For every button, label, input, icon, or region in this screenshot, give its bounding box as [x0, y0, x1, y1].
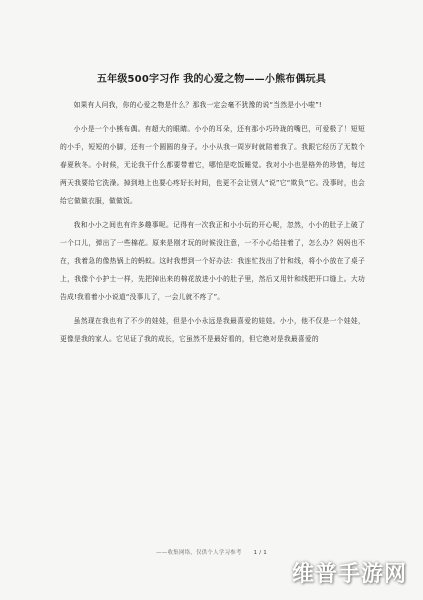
page-footer — [0, 548, 423, 556]
paragraph-4: 虽然现在我也有了不少的娃娃，但是小小永远是我最喜爱的娃娃。小小，他不仅是一个娃娃，更像是我的家人。它见证了我的成长，它虽然不是最好看的，但它绝对是我最喜爱的 — [60, 317, 365, 343]
page-indicator: 1 / 1 — [253, 550, 267, 556]
document-title: 五年级500字习作 我的心爱之物——小熊布偶玩具 — [96, 74, 327, 85]
paragraph-2: 小小是一个小熊布偶。有超大的眼睛。小小的耳朵，还有那小巧玲珑的嘴巴，可爱极了！短短的小手，短短的小脚，还有一个圆圆的身子。小小从我一周岁时就陪着我了。我跟它经历了无数个春夏秋冬。小时候，无论我干什么都要带着它，哪怕是吃饭睡觉。我对小小也是格外的珍惜，每过两天我要给它洗澡。掉到地上也要心疼好长时间，也更不会让别人“说”它“欺负”它。没事时，也会给它做做衣服，做做饭。 — [60, 125, 365, 205]
document-body — [60, 96, 365, 354]
paragraph-1: 如果有人问我，你的心爱之物是什么？那我一定会毫不犹豫的说“当然是小小啦”! — [73, 101, 322, 109]
site-watermark: 维普手游网 — [291, 561, 407, 587]
paragraph-3: 我和小小之间也有许多趣事呢。记得有一次我正和小小玩的开心呢，忽然，小小的肚子上破了一个口儿，弹出了一些棉花。原来是刚才玩的时候没注意，一不小心给挂着了，怎么办？妈妈也不在，我着急的像热锅上的蚂蚁。这时我想到一个好办法：我连忙找出了针和线，将小小放在了桌子上，我像个小护士一样，先把掉出来的棉花放进小小的肚子里，然后又用针和线把开口缝上。大功告成!我看着小小说道“没事儿了，一会儿就不疼了”。 — [60, 221, 365, 301]
footer-text: ——收集网络，仅供个人学习参考 — [156, 550, 242, 556]
